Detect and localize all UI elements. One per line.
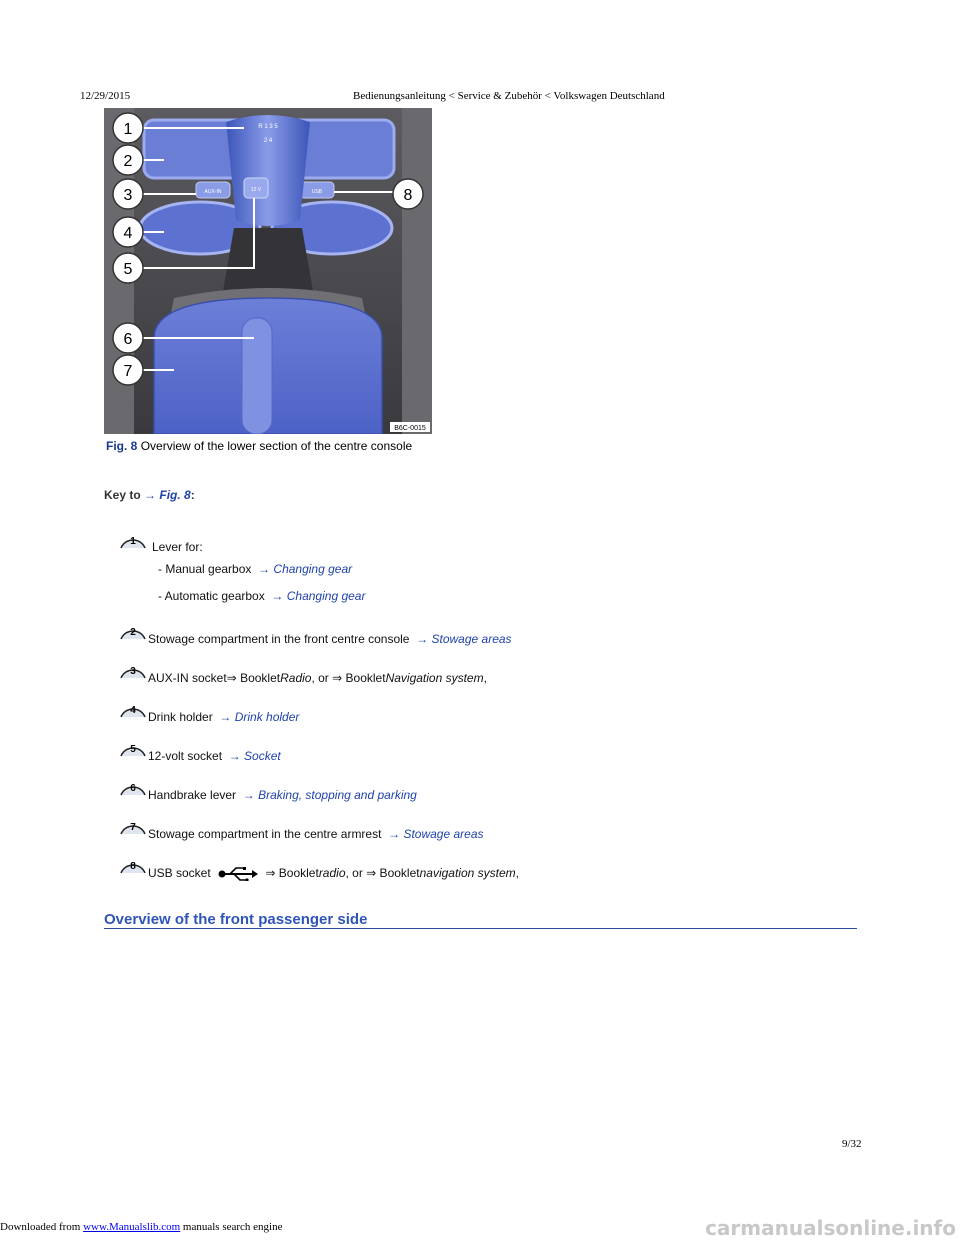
- item-badge-5: [117, 735, 147, 757]
- callout-number-8: 8: [403, 187, 413, 204]
- callout-number-5: 5: [123, 261, 133, 278]
- item-text-3: [148, 671, 487, 685]
- item-2-text: Stowage compartment in the front centre console: [148, 632, 410, 646]
- svg-text:6: 6: [130, 783, 136, 794]
- item-badge-4: [117, 696, 147, 718]
- link-drink-holder[interactable]: → Drink holder: [219, 710, 300, 724]
- handbrake-lever: [242, 318, 272, 434]
- item-text-4: [148, 710, 299, 724]
- watermark: carmanualsonline.info: [705, 1216, 956, 1240]
- item-badge-7: [117, 813, 147, 835]
- item-8-pre: ⇒ Booklet: [265, 866, 319, 880]
- download-footer: [0, 1221, 282, 1233]
- link-stowage-areas-armrest[interactable]: → Stowage areas: [388, 827, 484, 841]
- item-badge-8: [117, 852, 147, 874]
- key-heading: [104, 488, 195, 502]
- svg-text:5: 5: [130, 744, 136, 755]
- item-text-5: [148, 749, 281, 763]
- item-3-mid: , or ⇒ Booklet: [311, 671, 386, 685]
- footer-suffix: manuals search engine: [180, 1221, 283, 1233]
- key-figure-link[interactable]: → Fig. 8: [144, 488, 191, 502]
- item-8-end: ,: [515, 866, 519, 880]
- svg-text:4: 4: [130, 705, 136, 716]
- item-3-text: AUX-IN socket⇒ Booklet: [148, 671, 281, 685]
- callout-number-1: 1: [123, 121, 133, 138]
- gear-lever: [226, 115, 310, 226]
- booklet-radio-usb: radio: [318, 866, 346, 880]
- figure-caption-text: Overview of the lower section of the centre console: [140, 439, 413, 453]
- link-socket[interactable]: → Socket: [228, 749, 281, 763]
- item-sub-manual: [158, 562, 352, 576]
- figure-caption-label: Fig. 8: [106, 439, 138, 453]
- figure-caption: [106, 439, 412, 453]
- item-text-6: [148, 788, 417, 802]
- footer-prefix: Downloaded from: [0, 1221, 84, 1233]
- item-5-text: 12-volt socket: [148, 749, 223, 763]
- svg-text:8: 8: [130, 861, 136, 872]
- item-badge-1: [117, 527, 147, 549]
- item-text-1: Lever for:: [152, 540, 203, 554]
- figure-code: B6C-0015: [394, 425, 426, 432]
- item-sub-manual-text: - Manual gearbox: [158, 562, 252, 576]
- booklet-navigation-usb: navigation system: [419, 866, 516, 880]
- booklet-navigation: Navigation system: [385, 671, 484, 685]
- link-braking-stopping-parking[interactable]: → Braking, stopping and parking: [242, 788, 417, 802]
- knob-pattern-top: R 1 3 5: [258, 124, 278, 130]
- item-badge-2: [117, 618, 147, 640]
- booklet-radio: Radio: [280, 671, 312, 685]
- item-sub-automatic: [158, 589, 365, 603]
- key-label: Key to: [104, 488, 141, 502]
- item-7-text: Stowage compartment in the centre armrest: [148, 827, 382, 841]
- svg-text:1: 1: [130, 536, 136, 547]
- header-date: 12/29/2015: [80, 90, 131, 102]
- item-4-text: Drink holder: [148, 710, 213, 724]
- item-sub-automatic-text: - Automatic gearbox: [158, 589, 265, 603]
- header-title: Bedienungsanleitung < Service & Zubehör < Volkswagen Deutschland: [353, 90, 665, 102]
- key-colon: :: [190, 488, 195, 502]
- item-text-8: [148, 866, 519, 881]
- item-6-text: Handbrake lever: [148, 788, 237, 802]
- svg-text:7: 7: [130, 822, 136, 833]
- item-8-mid: , or ⇒ Booklet: [345, 866, 420, 880]
- link-changing-gear-automatic[interactable]: → Changing gear: [271, 589, 366, 603]
- right-trim: [402, 108, 432, 434]
- aux-label: AUX-IN: [204, 189, 222, 195]
- item-8-text: USB socket: [148, 866, 211, 880]
- callout-number-6: 6: [123, 331, 133, 348]
- callout-number-7: 7: [123, 363, 133, 380]
- knob-pattern-bottom: 2 4: [263, 138, 273, 144]
- manualslib-link[interactable]: www.Manualslib.com: [83, 1221, 181, 1233]
- link-changing-gear-manual[interactable]: → Changing gear: [258, 562, 353, 576]
- usb-label: USB: [311, 189, 323, 195]
- callout-number-4: 4: [123, 225, 133, 242]
- section-title: Overview of the front passenger side: [104, 911, 857, 929]
- page-number: 9/32: [842, 1138, 862, 1150]
- item-3-end: ,: [483, 671, 487, 685]
- socket-label: 12 V: [250, 187, 262, 193]
- callout-number-3: 3: [123, 187, 133, 204]
- svg-text:2: 2: [130, 627, 136, 638]
- svg-text:3: 3: [130, 666, 136, 677]
- item-text-7: [148, 827, 484, 841]
- item-badge-6: [117, 774, 147, 796]
- item-badge-3: [117, 657, 147, 679]
- link-stowage-areas-front[interactable]: → Stowage areas: [416, 632, 512, 646]
- callout-number-2: 2: [123, 153, 133, 170]
- centre-console-figure: [104, 108, 432, 434]
- item-text-2: [148, 632, 512, 646]
- usb-icon: [218, 867, 258, 881]
